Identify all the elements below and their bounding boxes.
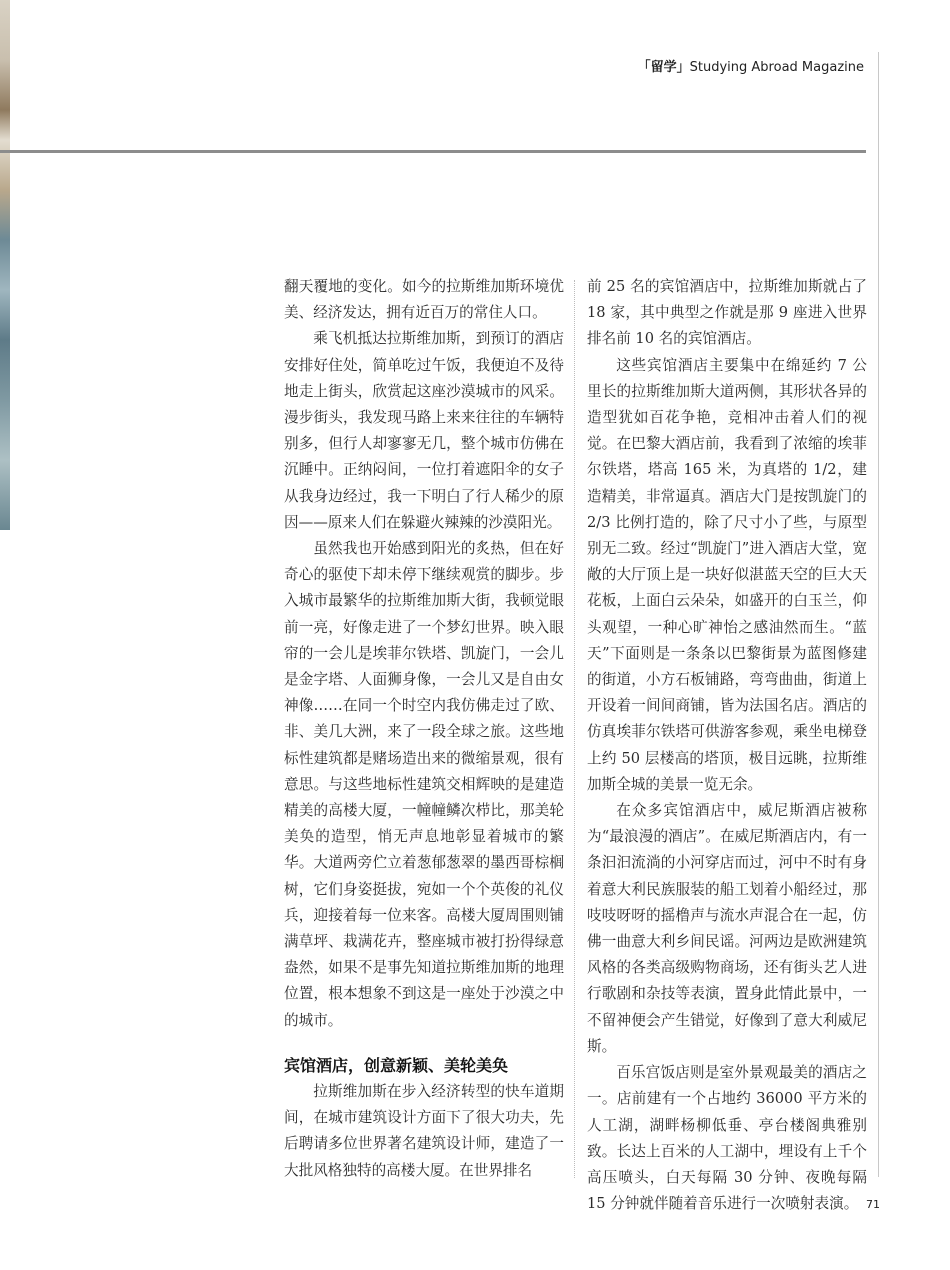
margin-rule bbox=[878, 52, 879, 1177]
paragraph: 这些宾馆酒店主要集中在绵延约 7 公里长的拉斯维加斯大道两侧，其形状各异的造型犹如百花争艳，竞相冲击着人们的视觉。在巴黎大酒店前，我看到了浓缩的埃菲尔铁塔，塔高 165 米，为真塔的 1/2，建造精美，非常逼真。酒店大门是按凯旋门的 2/3 比例打造的，除了尺寸小了些，与原型别无二致。经过“凯旋门”进入酒店大堂，宽敞的大厅顶上是一块好似湛蓝天空的巨大天花板，上面白云朵朵，如盛开的白玉兰，仰头观望，一种心旷神怡之感油然而生。“蓝天”下面则是一条条以巴黎街景为蓝图修建的街道，小方石板铺路，弯弯曲曲，街道上开设着一间间商铺，皆为法国名店。酒店的仿真埃菲尔铁塔可供游客参观，乘坐电梯登上约 50 层楼高的塔顶，极目远眺，拉斯维加斯全城的美景一览无余。 bbox=[587, 356, 867, 793]
paragraph: 虽然我也开始感到阳光的炙热，但在好奇心的驱使下却未停下继续观赏的脚步。步入城市最繁华的拉斯维加斯大街，我顿觉眼前一亮，好像走进了一个梦幻世界。映入眼帘的一会儿是埃菲尔铁塔、凯旋门，一会儿是金字塔、人面狮身像，一会儿又是自由女神像……在同一个时空内我仿佛走过了欧、非、美几大洲，来了一段全球之旅。这些地标性建筑都是赌场造出来的微缩景观，很有意思。与这些地标性建筑交相辉映的是建造精美的高楼大厦，一幢幢鳞次栉比，那美轮美奂的造型，悄无声息地彰显着城市的繁华。大道两旁伫立着葱郁葱翠的墨西哥棕榈树，它们身姿挺拔，宛如一个个英俊的礼仪兵，迎接着每一位来客。高楼大厦周围则铺满草坪、栽满花卉，整座城市被打扮得绿意盎然，如果不是事先知道拉斯维加斯的地理位置，根本想象不到这是一座处于沙漠之中的城市。 bbox=[284, 540, 564, 1029]
paragraph: 在众多宾馆酒店中，威尼斯酒店被称为“最浪漫的酒店”。在威尼斯酒店内，有一条汩汩流淌的小河穿店而过，河中不时有身着意大利民族服装的船工划着小船经过，那吱吱呀呀的摇橹声与流水声混合在一起，仿佛一曲意大利乡间民谣。河两边是欧洲建筑风格的各类高级购物商场，还有街头艺人进行歌剧和杂技等表演，置身此情此景中，一不留神便会产生错觉，好像到了意大利威尼斯。 bbox=[587, 802, 867, 1055]
column-separator bbox=[574, 280, 575, 1178]
paragraph: 翻天覆地的变化。如今的拉斯维加斯环境优美、经济发达，拥有近百万的常住人口。 bbox=[284, 278, 564, 322]
header-divider bbox=[0, 150, 866, 153]
section-heading: 宾馆酒店，创意新颖、美轮美奂 bbox=[284, 1055, 509, 1075]
left-column bbox=[284, 274, 564, 1184]
running-header bbox=[638, 56, 864, 75]
paragraph: 百乐宫饭店则是室外景观最美的酒店之一。店前建有一个占地约 36000 平方米的人工湖，湖畔杨柳低垂、亭台楼阁典雅别致。长达上百米的人工湖中，埋设有上千个高压喷头，白天每隔 30 分钟、夜晚每隔 15 分钟就伴随着音乐进行一次喷射表演。 bbox=[587, 1064, 867, 1213]
page-number: 71 bbox=[866, 1198, 880, 1211]
paragraph: 乘飞机抵达拉斯维加斯，到预订的酒店安排好住处，简单吃过午饭，我便迫不及待地走上街头，欣赏起这座沙漠城市的风采。漫步街头，我发现马路上来来往往的车辆特别多，但行人却寥寥无几，整个城市仿佛在沉睡中。正纳闷间，一位打着遮阳伞的女子从我身边经过，我一下明白了行人稀少的原因——原来人们在躲避火辣辣的沙漠阳光。 bbox=[284, 330, 564, 531]
paragraph: 前 25 名的宾馆酒店中，拉斯维加斯就占了 18 家，其中典型之作就是那 9 座进入世界排名前 10 名的宾馆酒店。 bbox=[587, 278, 867, 348]
paragraph: 拉斯维加斯在步入经济转型的快车道期间，在城市建筑设计方面下了很大功夫，先后聘请多位世界著名建筑设计师，建造了一大批风格独特的高楼大厦。在世界排名 bbox=[284, 1082, 564, 1179]
right-column bbox=[587, 274, 867, 1217]
edge-photo-strip bbox=[0, 0, 10, 530]
magazine-logo: 「留学」 bbox=[637, 60, 690, 75]
magazine-title: Studying Abroad Magazine bbox=[689, 60, 864, 75]
